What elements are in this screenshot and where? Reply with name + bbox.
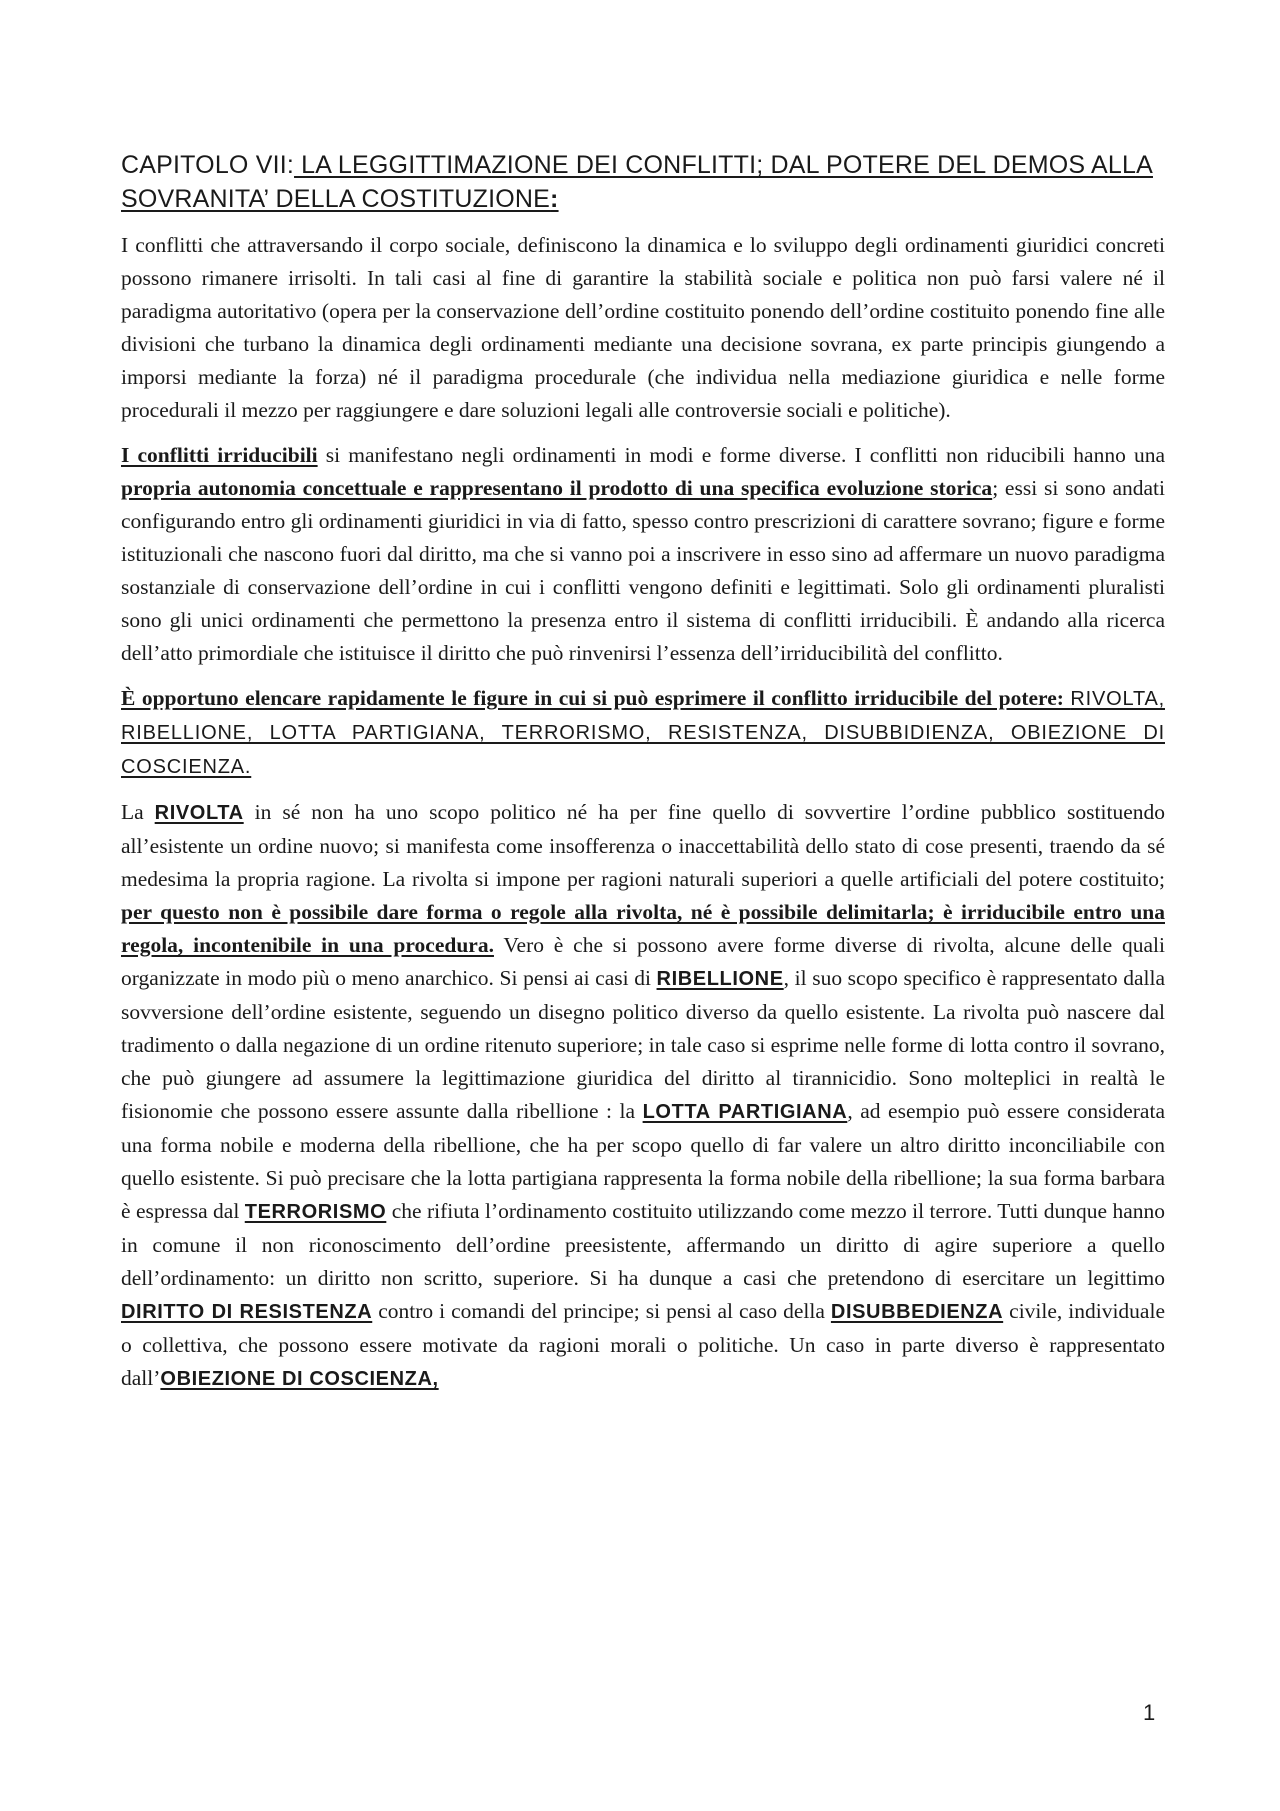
highlight-conflitti-irriducibili: I conflitti irriducibili: [121, 443, 318, 467]
text-span: , il suo scopo specifico è rappresentato dalla sovversione dell’ordine esistente, seguendo un disegno politico diverso da quello esistente. La rivolta può nascere dal tradimento o dalla negazione di un ordine ritenuto superiore; in tale caso si esprime nelle forme di lotta contro il sovrano, che può giungere ad assumere la legittimazione giuridica del diritto al tirannicidio. Sono molteplici in realtà le fisionomie che possono essere assunte dalla ribellione : la: [121, 966, 1165, 1123]
keyword-diritto-di-resistenza: DIRITTO DI RESISTENZA: [121, 1301, 373, 1323]
keyword-terrorismo: TERRORISMO: [244, 1201, 387, 1223]
text-span: si manifestano negli ordinamenti in modi e forme diverse. I conflitti non riducibili hanno una: [317, 443, 1166, 467]
keyword-obiezione-di-coscienza: OBIEZIONE DI COSCIENZA,: [160, 1368, 439, 1390]
paragraph-figure-elenco: [121, 682, 1165, 784]
text-span: contro i comandi del principe; si pensi al caso della: [372, 1299, 831, 1323]
text-span: in sé non ha uno scopo politico né ha per fine quello di sovvertire l’ordine pubblico sostituendo all’esistente un ordine nuovo; si manifesta come insofferenza o inaccettabilità dello stato di cose presenti, traendo da sé medesima la propria ragione. La rivolta si impone per ragioni naturali superiori a quelle artificiali del potere costituito;: [121, 800, 1165, 891]
text-span: civile, individuale o collettiva, che possono essere motivate da ragioni morali o politiche. Un caso in parte diverso è rappresentato dall’: [121, 1299, 1165, 1390]
text-span: , ad esempio può essere considerata una forma nobile e moderna della ribellione, che ha per scopo quello di far valere un altro diritto inconciliabile con quello esistente. Si può precisare che la lotta partigiana rappresenta la forma nobile della ribellione; la sua forma barbara è espressa dal: [121, 1099, 1165, 1223]
keyword-disubbedienza: DISUBBEDIENZA: [830, 1301, 1004, 1323]
chapter-title-colon: :: [550, 185, 559, 213]
chapter-title-text: LA LEGGITTIMAZIONE DEI CONFLITTI; DAL POTERE DEL DEMOS ALLA SOVRANITA’ DELLA COSTITUZIONE: [121, 151, 1153, 213]
figure-list-caps: RIVOLTA, RIBELLIONE, LOTTA PARTIGIANA, TERRORISMO, RESISTENZA, DISUBBIDIENZA, OBIEZIONE DI COSCIENZA.: [121, 688, 1165, 778]
keyword-lotta-partigiana: LOTTA PARTIGIANA: [642, 1101, 848, 1123]
highlight-autonomia-concettuale: propria autonomia concettuale e rappresentano il prodotto di una specifica evoluzione storica: [121, 476, 993, 500]
page-number: 1: [1143, 1700, 1156, 1725]
text-span: che rifiuta l’ordinamento costituito utilizzando come mezzo il terrore. Tutti dunque hanno in comune il non riconoscimento dell’ordine preesistente, affermando un diritto di agire superiore a quello dell’ordinamento: un diritto non scritto, superiore. Si ha dunque a casi che pretendono di esercitare un legittimo: [121, 1199, 1165, 1290]
paragraph-intro: I conflitti che attraversando il corpo sociale, definiscono la dinamica e lo sviluppo degli ordinamenti giuridici concreti possono rimanere irrisolti. In tali casi al fine di garantire la stabilità sociale e politica non può farsi valere né il paradigma autoritativo (opera per la conservazione dell’ordine costituito ponendo dell’ordine costituito ponendo fine alle divisioni che turbano la dinamica degli ordinamenti mediante una decisione sovrana, ex parte principis giungendo a imporsi mediante la forza) né il paradigma procedurale (che individua nella mediazione giuridica e nelle forme procedurali il mezzo per raggiungere e dare soluzioni legali alle controversie sociali e politiche).: [121, 233, 1165, 422]
keyword-ribellione: RIBELLIONE: [656, 968, 784, 990]
paragraph-conflitti-irriducibili: [121, 439, 1165, 670]
figure-intro-text: È opportuno elencare rapidamente le figure in cui si può esprimere il conflitto irriducibile del potere:: [121, 686, 1071, 710]
paragraph-rivolta: [121, 796, 1165, 1396]
highlight-rivolta-irriducibile: per questo non è possibile dare forma o regole alla rivolta, né è possibile delimitarla; è irriducibile entro una regola, incontenibile in una procedura.: [121, 900, 1165, 957]
text-span: La: [121, 800, 155, 824]
chapter-number: CAPITOLO VII:: [121, 151, 295, 179]
text-span: Vero è che si possono avere forme diverse di rivolta, alcune delle quali organizzate in modo più o meno anarchico. Si pensi ai casi di: [121, 933, 1166, 990]
text-span: ; essi si sono andati configurando entro gli ordinamenti giuridici in via di fatto, spesso contro prescrizioni di carattere sovrano; figure e forme istituzionali che nascono fuori dal diritto, ma che si vanno poi a inscrivere in esso sino ad affermare un nuovo paradigma sostanziale di conservazione dell’ordine in cui i conflitti vengono definiti e legittimati. Solo gli ordinamenti pluralisti sono gli unici ordinamenti che permettono la presenza entro il sistema di conflitti irriducibili. È andando alla ricerca dell’atto primordiale che istituisce il diritto che può rinvenirsi l’essenza dell’irriducibilità del conflitto.: [121, 476, 1165, 665]
keyword-rivolta: RIVOLTA: [154, 802, 244, 824]
chapter-title: [121, 148, 1165, 216]
document-page: [121, 148, 1165, 1408]
